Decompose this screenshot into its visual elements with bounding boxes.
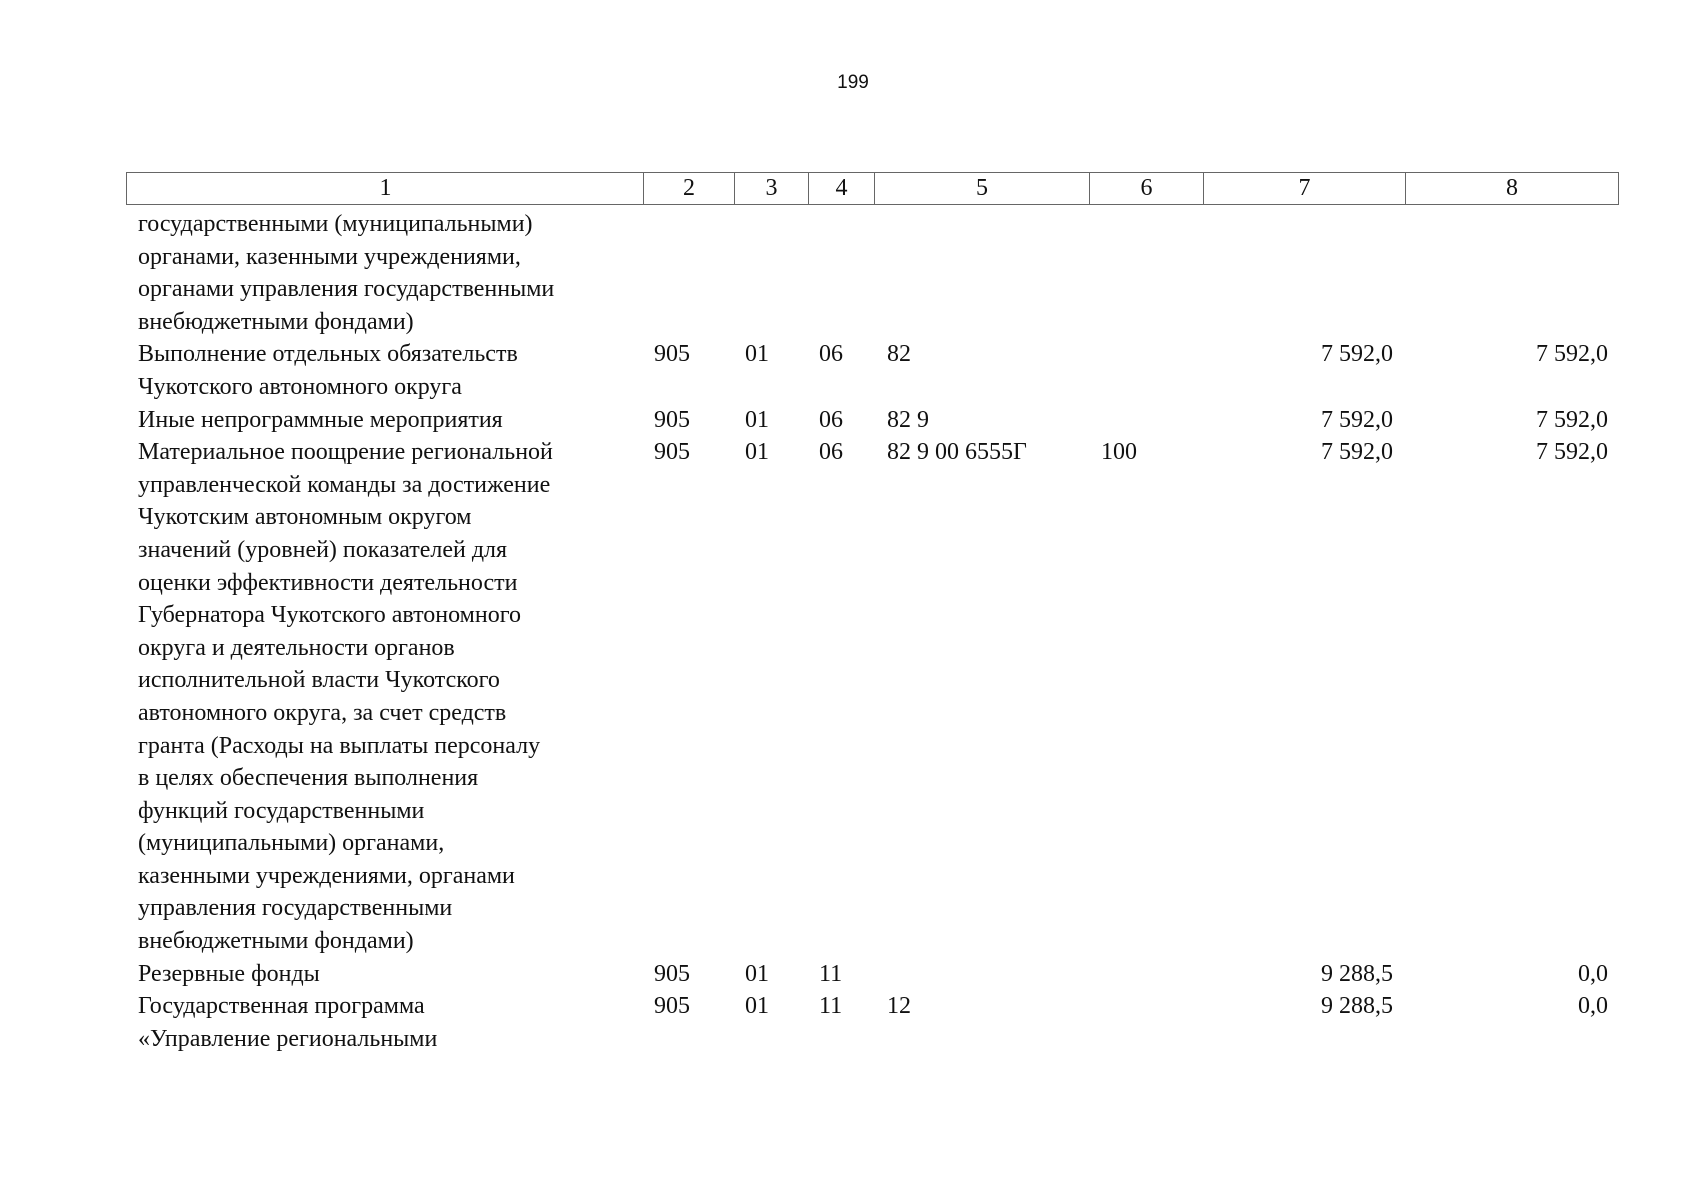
header-col-6: 6 — [1089, 173, 1203, 204]
description-line: органами, казенными учреждениями, — [138, 243, 521, 270]
description-line: управленческой команды за достижение — [138, 471, 551, 498]
code-section: 01 — [745, 439, 769, 466]
description-line: автономного округа, за счет средств — [138, 699, 507, 726]
header-col-2: 2 — [643, 173, 734, 204]
amount-col-7: 7 592,0 — [1321, 341, 1393, 368]
table-row — [0, 990, 1698, 1055]
description-line: Чукотским автономным округом — [138, 504, 472, 531]
code-ministry: 905 — [654, 406, 690, 433]
code-subsection: 06 — [819, 439, 843, 466]
header-col-8: 8 — [1405, 173, 1618, 204]
description-line: Губернатора Чукотского автономного — [138, 602, 521, 629]
amount-col-7: 7 592,0 — [1321, 439, 1393, 466]
description-line: внебюджетными фондами) — [138, 308, 414, 335]
description-line: Выполнение отдельных обязательств — [138, 341, 518, 368]
row-description — [138, 208, 638, 338]
description-line: государственными (муниципальными) — [138, 211, 533, 237]
table-row — [0, 338, 1698, 403]
amount-col-8: 7 592,0 — [1536, 341, 1608, 368]
code-target-article: 82 9 00 6555Г — [887, 439, 1027, 466]
code-subsection: 06 — [819, 341, 843, 368]
code-ministry: 905 — [654, 993, 690, 1020]
table-row — [0, 404, 1698, 437]
row-description — [138, 436, 638, 958]
description-line: управления государственными — [138, 895, 453, 922]
code-section: 01 — [745, 960, 769, 987]
code-subsection: 11 — [819, 960, 843, 987]
table-row — [0, 958, 1698, 991]
code-section: 01 — [745, 341, 769, 368]
description-line: Иные непрограммные мероприятия — [138, 406, 503, 433]
code-subsection: 06 — [819, 406, 843, 433]
amount-col-7: 9 288,5 — [1321, 960, 1393, 987]
description-line: округа и деятельности органов — [138, 634, 455, 661]
code-expense-type: 100 — [1101, 439, 1137, 466]
header-col-1: 1 — [379, 175, 392, 201]
code-ministry: 905 — [654, 439, 690, 466]
code-target-article: 82 — [887, 341, 911, 368]
code-ministry: 905 — [654, 960, 690, 987]
description-line: Материальное поощрение региональной — [138, 439, 553, 466]
description-line: оценки эффективности деятельности — [138, 569, 518, 596]
table-row — [0, 436, 1698, 958]
amount-col-7: 7 592,0 — [1321, 406, 1393, 433]
table-header — [126, 172, 1619, 205]
description-line: «Управление региональными — [138, 1025, 438, 1052]
code-section: 01 — [745, 993, 769, 1020]
code-ministry: 905 — [654, 341, 690, 368]
code-subsection: 11 — [819, 993, 843, 1020]
code-target-article: 12 — [887, 993, 911, 1020]
description-line: (муниципальными) органами, — [138, 830, 445, 857]
description-line: в целях обеспечения выполнения — [138, 765, 479, 792]
amount-col-8: 0,0 — [1578, 993, 1608, 1020]
table-row — [0, 208, 1698, 338]
row-description — [138, 990, 638, 1055]
code-target-article: 82 9 — [887, 406, 929, 433]
description-line: внебюджетными фондами) — [138, 928, 414, 955]
row-description — [138, 338, 638, 403]
code-section: 01 — [745, 406, 769, 433]
row-description — [138, 404, 638, 437]
description-line: Резервные фонды — [138, 960, 320, 987]
description-line: Государственная программа — [138, 993, 425, 1020]
header-col-4: 4 — [808, 173, 874, 204]
header-col-3: 3 — [734, 173, 808, 204]
amount-col-8: 7 592,0 — [1536, 406, 1608, 433]
description-line: казенными учреждениями, органами — [138, 862, 515, 889]
amount-col-8: 0,0 — [1578, 960, 1608, 987]
description-line: органами управления государственными — [138, 276, 555, 303]
description-line: функций государственными — [138, 797, 425, 824]
header-col-5: 5 — [874, 173, 1089, 204]
page-number: 199 — [837, 72, 869, 93]
header-col-7: 7 — [1203, 173, 1405, 204]
table-body — [0, 208, 1698, 1055]
description-line: Чукотского автономного округа — [138, 373, 462, 400]
description-line: исполнительной власти Чукотского — [138, 667, 500, 694]
amount-col-8: 7 592,0 — [1536, 439, 1608, 466]
row-description — [138, 958, 638, 991]
description-line: гранта (Расходы на выплаты персоналу — [138, 732, 541, 759]
amount-col-7: 9 288,5 — [1321, 993, 1393, 1020]
description-line: значений (уровней) показателей для — [138, 536, 508, 563]
